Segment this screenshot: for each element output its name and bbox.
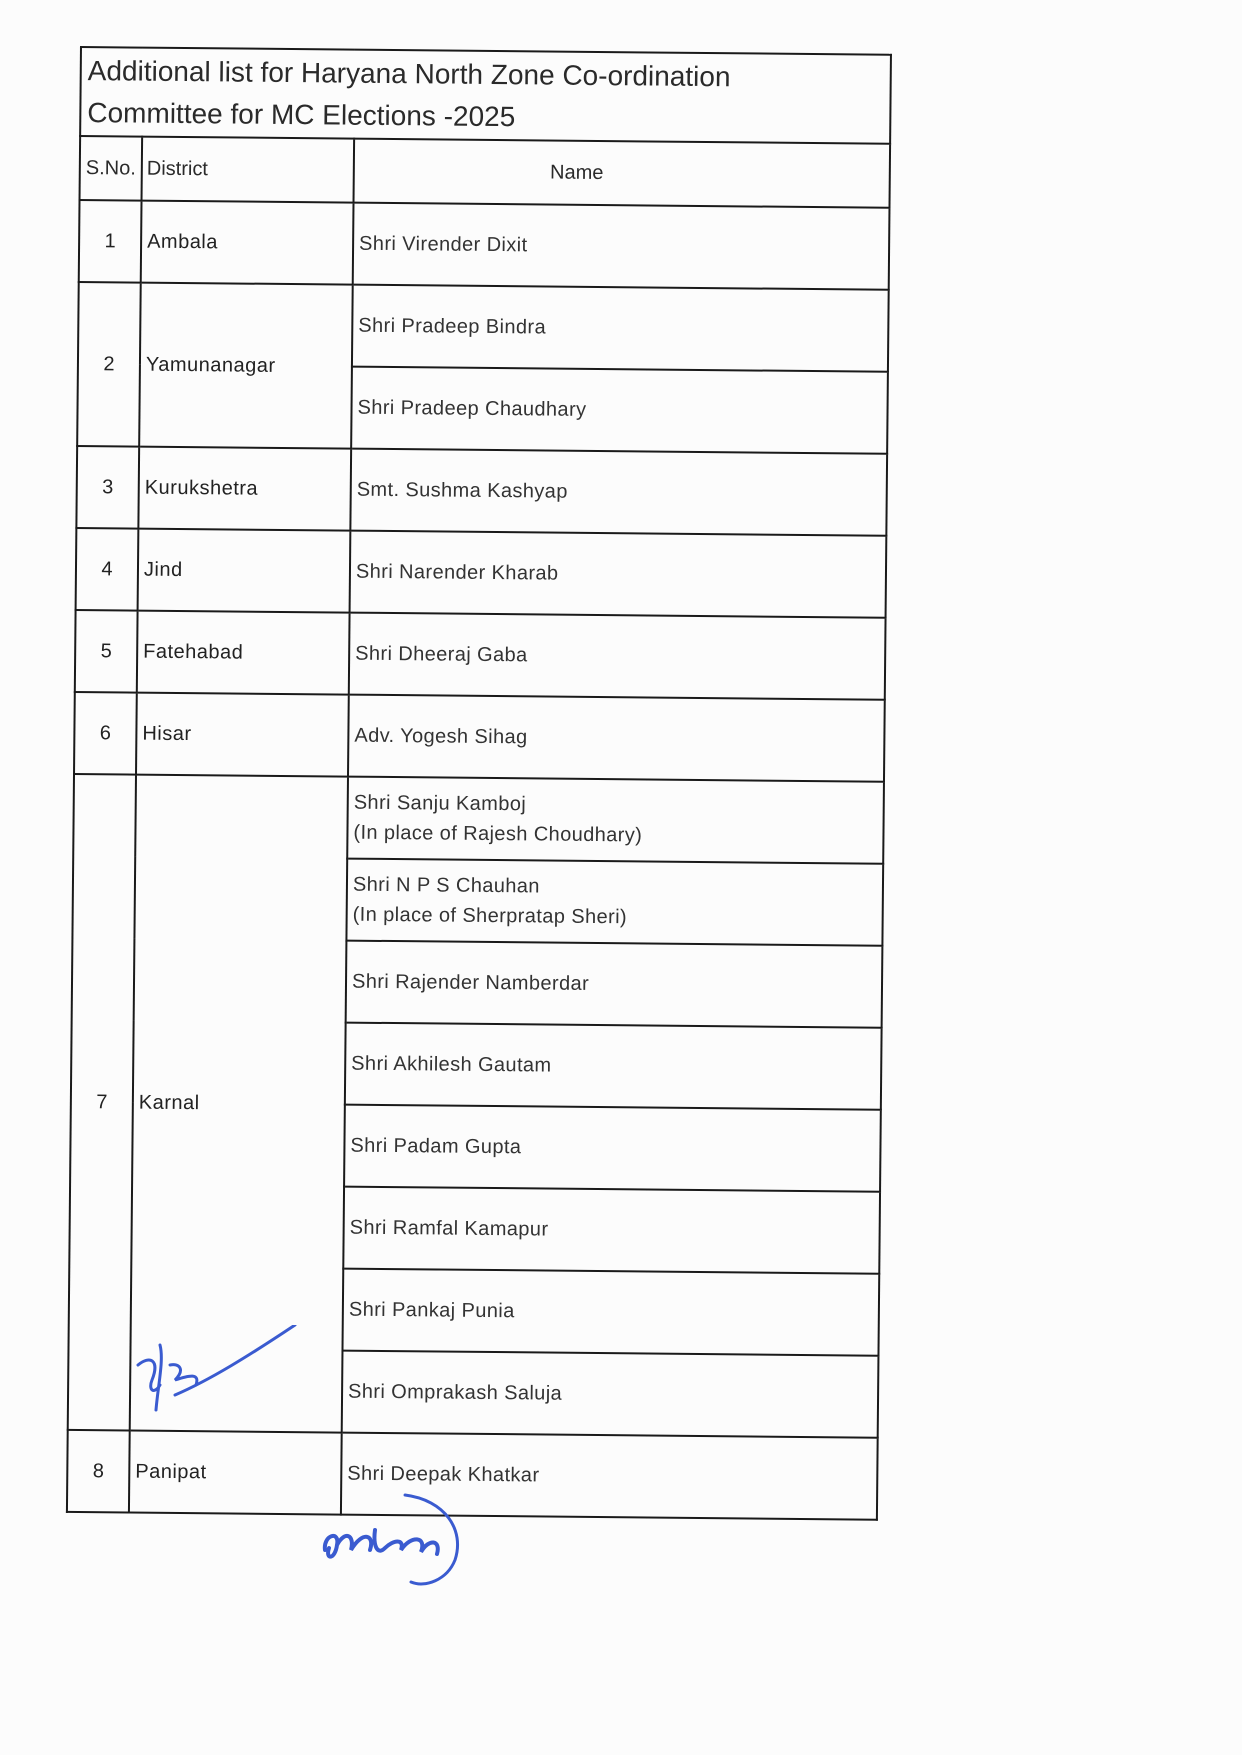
member-name: Shri Pradeep Chaudhary [357, 396, 587, 421]
member-name-cell [353, 203, 890, 290]
member-name: Shri Virender Dixit [359, 232, 528, 257]
table-row [76, 446, 887, 536]
member-name: Shri Dheeraj Gaba [355, 642, 528, 667]
replacement-note: (In place of Rajesh Choudhary) [353, 821, 643, 847]
member-name-cell [350, 449, 887, 536]
member-name-cell [349, 613, 886, 700]
member-name: Shri Omprakash Saluja [347, 1380, 563, 1405]
serial-number: 7 [68, 774, 136, 1431]
member-name: Shri Sanju Kamboj [353, 791, 527, 816]
title-line-2: Committee for MC Elections -2025 [87, 96, 516, 132]
committee-table [66, 46, 892, 1521]
member-name: Shri Akhilesh Gautam [351, 1052, 552, 1077]
district-name: Hisar [136, 693, 349, 777]
serial-number: 2 [77, 282, 141, 447]
serial-number: 8 [67, 1430, 130, 1513]
member-name-cell [346, 859, 883, 946]
member-name-cell [350, 531, 887, 618]
member-name-cell [345, 1023, 882, 1110]
member-name-cell [342, 1351, 879, 1438]
header-sno: S.No. [80, 136, 143, 201]
table-body [67, 200, 890, 1520]
member-name: Shri Pradeep Bindra [358, 314, 547, 339]
signature-mark-1 [130, 1325, 310, 1425]
member-name-cell [348, 695, 885, 782]
district-name: Jind [138, 529, 351, 613]
member-name-cell [346, 941, 883, 1028]
member-name: Shri Narender Kharab [355, 560, 559, 585]
table-row [75, 610, 886, 700]
serial-number: 5 [75, 610, 138, 693]
title-row [80, 47, 891, 144]
header-name: Name [354, 139, 891, 208]
member-name: Shri Padam Gupta [350, 1134, 522, 1159]
member-name: Shri Deepak Khatkar [347, 1462, 540, 1487]
member-name: Shri Pankaj Punia [348, 1298, 515, 1323]
table-row [78, 282, 889, 372]
title-line-1: Additional list for Haryana North Zone Co-ordination [87, 54, 731, 92]
member-name-cell [352, 285, 889, 372]
serial-number: 3 [76, 446, 139, 529]
document-title [80, 47, 891, 144]
member-name-cell [351, 367, 888, 454]
table-row [73, 774, 884, 864]
serial-number: 1 [79, 200, 142, 283]
district-name: Fatehabad [137, 611, 350, 695]
signature-mark-2 [315, 1490, 485, 1600]
district-name: Ambala [141, 201, 354, 285]
district-name: Panipat [129, 1431, 342, 1515]
member-name-cell [347, 777, 884, 864]
table-row [74, 692, 885, 782]
header-row [80, 136, 891, 208]
district-name: Kurukshetra [138, 447, 351, 531]
member-name: Adv. Yogesh Sihag [354, 724, 528, 749]
serial-number: 4 [76, 528, 139, 611]
member-name-cell [344, 1105, 881, 1192]
table-row [79, 200, 890, 290]
member-name-cell [342, 1269, 879, 1356]
district-name: Yamunanagar [139, 283, 353, 449]
member-name: Shri Rajender Namberdar [351, 970, 590, 995]
member-name-cell [343, 1187, 880, 1274]
table-row [76, 528, 887, 618]
replacement-note: (In place of Sherpratap Sheri) [352, 903, 628, 929]
header-district: District [142, 137, 355, 203]
district-name: Karnal [130, 775, 348, 1433]
member-name: Shri Ramfal Kamapur [349, 1216, 549, 1241]
member-name: Shri N P S Chauhan [352, 873, 540, 898]
serial-number: 6 [74, 692, 137, 775]
member-name: Smt. Sushma Kashyap [356, 478, 568, 503]
